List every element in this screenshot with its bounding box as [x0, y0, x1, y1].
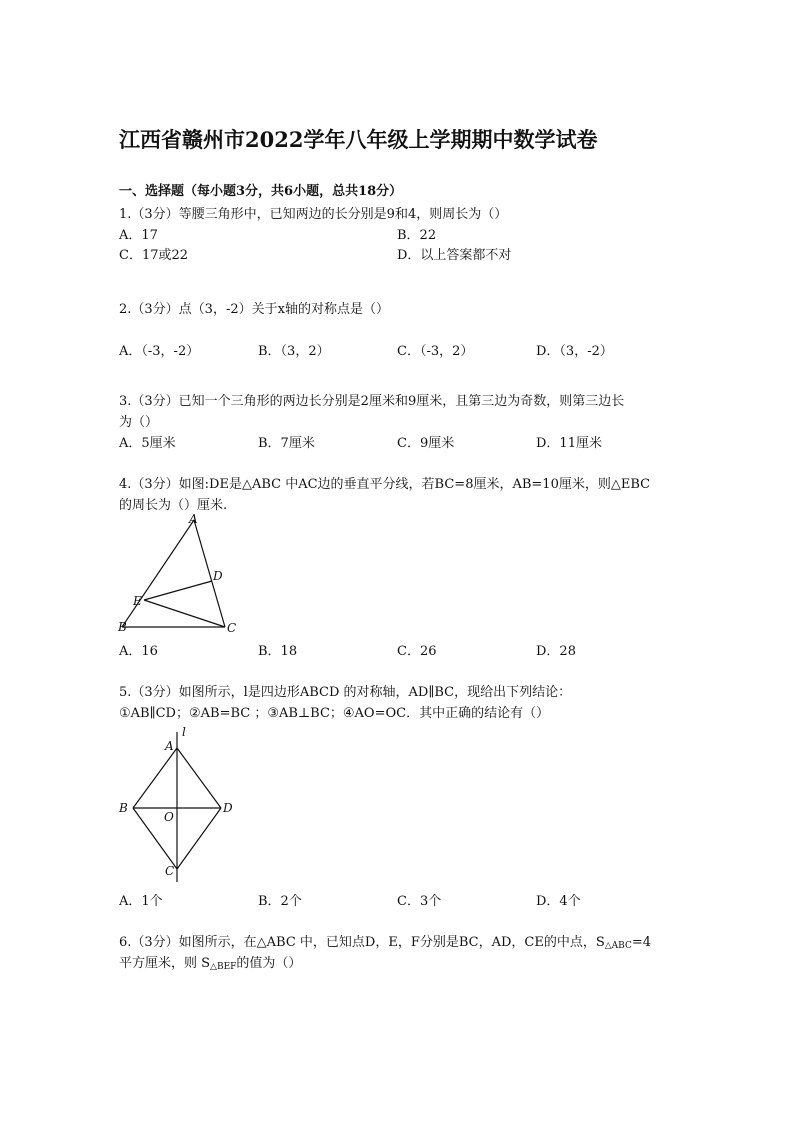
q6-stem-value: =4 — [631, 935, 652, 950]
question-6-stem-line1 — [119, 931, 651, 951]
q4-option-d: D．28 — [536, 644, 576, 659]
label-o: O — [164, 810, 174, 824]
label-a: A — [189, 512, 198, 526]
q6-area-subscript: △ABC — [604, 941, 632, 951]
q1-option-a: A．17 — [119, 228, 158, 243]
q4-option-c: C．26 — [397, 644, 437, 659]
label-d: D — [213, 569, 223, 583]
q3-option-b: B．7厘米 — [258, 436, 315, 451]
q2-option-d: D．（3，-2） — [536, 344, 613, 359]
question-4-stem-line2: 的周长为（）厘米. — [119, 498, 228, 513]
triangle-figure-q4 — [112, 510, 252, 644]
label-e: E — [133, 594, 142, 608]
q4-option-a: A．16 — [119, 644, 158, 659]
q6-stem-text: 6.（3分）如图所示，在△ABC 中，已知点D，E，F分别是BC，AD，CE的中点，S — [119, 935, 605, 950]
q5-option-b: B．2个 — [258, 894, 302, 909]
question-5-stem-line1: 5.（3分）如图所示，l是四边形ABCD 的对称轴，AD∥BC，现给出下列结论： — [119, 685, 572, 700]
question-3-stem-line1: 3.（3分）已知一个三角形的两边长分别是2厘米和9厘米，且第三边为奇数，则第三边长 — [119, 394, 625, 409]
question-5-stem-line2: ①AB∥CD；②AB=BC ；③AB⊥BC；④AO=OC．其中正确的结论有（） — [119, 706, 550, 721]
label-d: D — [223, 801, 233, 815]
q3-option-c: C．9厘米 — [397, 436, 455, 451]
q1-option-d: D．以上答案都不对 — [397, 248, 512, 263]
question-1-stem: 1.（3分）等腰三角形中，已知两边的长分别是9和4，则周长为（） — [119, 207, 508, 222]
page-title: 江西省赣州市2022学年八年级上学期期中数学试卷 — [119, 127, 598, 152]
q6-stem-text-2: 平方厘米，则 S — [119, 956, 211, 971]
label-c: C — [227, 621, 237, 635]
question-4-stem-line1: 4.（3分）如图:DE是△ABC 中AC边的垂直平分线，若BC=8厘米，AB=10厘米，则△EBC — [119, 477, 651, 492]
label-b: B — [118, 620, 127, 634]
q2-option-b: B．（3，2） — [258, 344, 330, 359]
label-c: C — [165, 864, 175, 878]
q5-option-c: C．3个 — [397, 894, 442, 909]
q1-option-c: C．17或22 — [119, 248, 189, 263]
question-2-stem: 2.（3分）点（3，-2）关于x轴的对称点是（） — [119, 302, 389, 317]
q6-area-subscript-2: △BEF — [210, 962, 237, 972]
q5-option-a: A．1个 — [119, 894, 163, 909]
q2-option-a: A．（-3，-2） — [119, 344, 200, 359]
q1-option-b: B．22 — [397, 228, 437, 243]
q5-option-d: D．4个 — [536, 894, 581, 909]
question-3-stem-line2: 为（） — [119, 415, 159, 430]
question-6-stem-line2 — [119, 952, 301, 972]
label-b: B — [119, 801, 128, 815]
label-a: A — [165, 739, 174, 753]
q3-option-d: D．11厘米 — [536, 436, 602, 451]
q4-option-b: B．18 — [258, 644, 298, 659]
q2-option-c: C．（-3，2） — [397, 344, 474, 359]
quadrilateral-figure-q5 — [112, 722, 252, 891]
section-heading: 一、选择题（每小题3分，共6小题，总共18分） — [119, 184, 403, 199]
q6-stem-end: 的值为（） — [236, 956, 302, 971]
label-l: l — [182, 725, 186, 739]
q3-option-a: A．5厘米 — [119, 436, 176, 451]
